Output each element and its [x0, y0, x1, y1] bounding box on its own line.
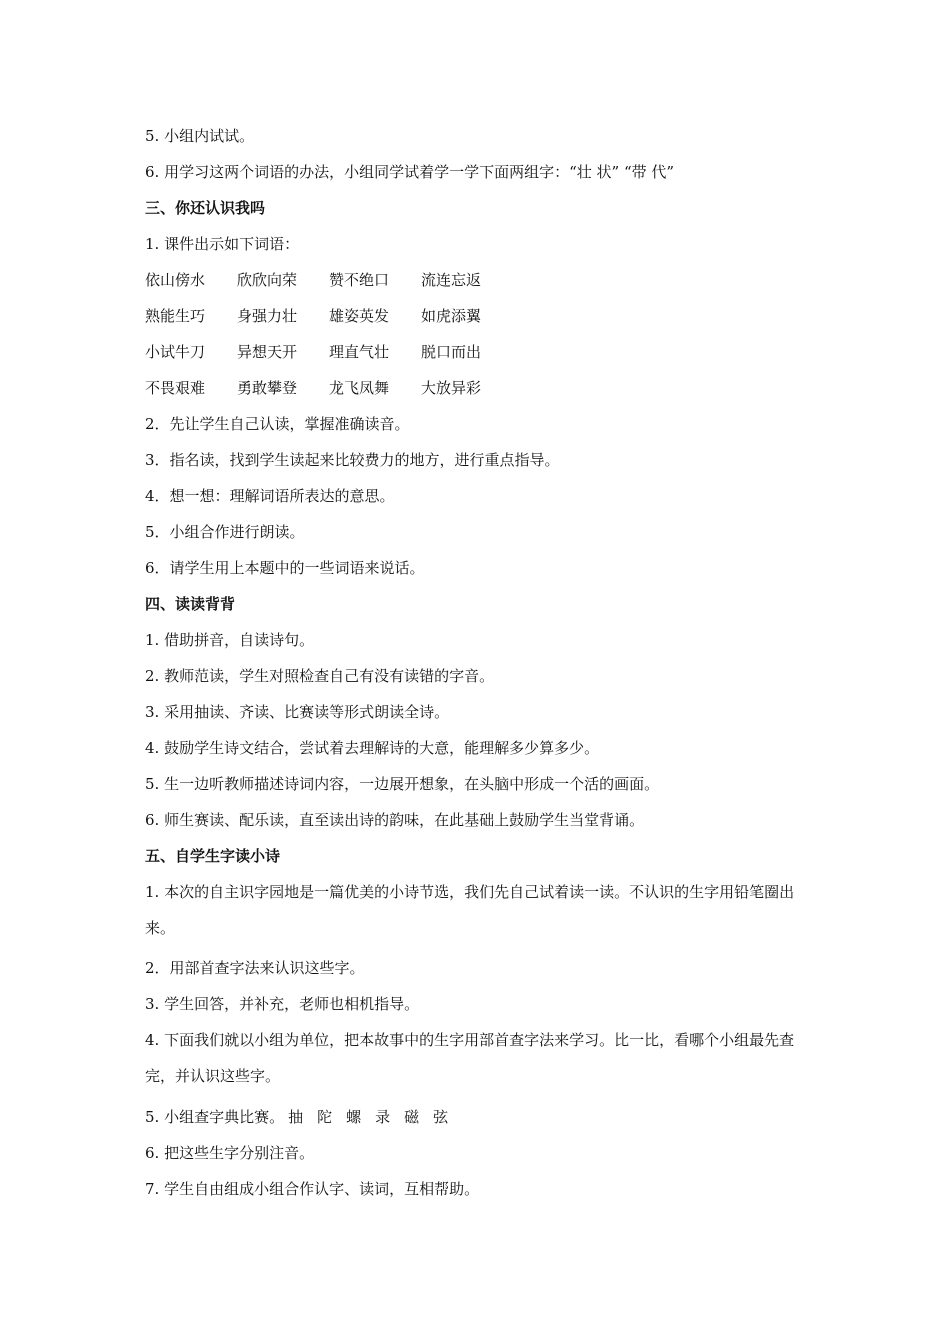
idiom: 熟能生巧: [145, 307, 206, 325]
section-5-step-3: 3. 学生回答，并补充，老师也相机指导。: [145, 995, 420, 1013]
idiom: 欣欣向荣: [237, 271, 298, 289]
idiom: 不畏艰难: [145, 379, 206, 397]
idiom-row-2: [145, 306, 513, 326]
character: 抽: [288, 1108, 304, 1126]
section-3-step-4: 4．想一想：理解词语所表达的意思。: [145, 487, 395, 505]
step-5-label: 5. 小组查字典比赛。: [145, 1108, 285, 1126]
character: 螺: [346, 1108, 362, 1126]
idiom: 流连忘返: [421, 271, 482, 289]
idiom: 小试牛刀: [145, 343, 206, 361]
character: 录: [375, 1108, 391, 1126]
section-3-step-5: 5．小组合作进行朗读。: [145, 523, 305, 541]
section-5-step-1: 1. 本次的自主识字园地是一篇优美的小诗节选，我们先自己试着读一读。不认识的生字用铅笔圈出来。: [145, 883, 795, 937]
idiom-row-3: [145, 342, 513, 362]
section-5-step-6: 6. 把这些生字分别注音。: [145, 1144, 315, 1162]
section-5-step-7: 7. 学生自由组成小组合作认字、读词，互相帮助。: [145, 1180, 480, 1198]
section-5-heading: 五、自学生字读小诗: [145, 847, 281, 865]
character: 弦: [433, 1108, 449, 1126]
item-5-group-try: 5. 小组内试试。: [145, 127, 255, 145]
character: 磁: [404, 1108, 420, 1126]
section-4-step-6: 6. 师生赛读、配乐读，直至读出诗的韵味，在此基础上鼓励学生当堂背诵。: [145, 811, 645, 829]
idiom: 大放异彩: [421, 379, 482, 397]
item-6-learn-characters: 6. 用学习这两个词语的办法，小组同学试着学一学下面两组字：“壮 状” “带 代”: [145, 163, 675, 181]
idiom: 身强力壮: [237, 307, 298, 325]
idiom-row-4: [145, 378, 513, 398]
section-4-heading: 四、读读背背: [145, 595, 236, 613]
idiom: 依山傍水: [145, 271, 206, 289]
idiom: 雄姿英发: [329, 307, 390, 325]
section-3-step-6: 6．请学生用上本题中的一些词语来说话。: [145, 559, 425, 577]
section-3-heading: 三、你还认识我吗: [145, 199, 266, 217]
idiom: 脱口而出: [421, 343, 482, 361]
character: 陀: [317, 1108, 333, 1126]
section-4-step-1: 1. 借助拼音，自读诗句。: [145, 631, 315, 649]
section-3-intro: 1. 课件出示如下词语：: [145, 235, 300, 253]
idiom: 勇敢攀登: [237, 379, 298, 397]
section-5-step-2: 2．用部首查字法来认识这些字。: [145, 959, 365, 977]
section-4-step-2: 2. 教师范读，学生对照检查自己有没有读错的字音。: [145, 667, 495, 685]
idiom: 龙飞凤舞: [329, 379, 390, 397]
section-3-step-3: 3．指名读，找到学生读起来比较费力的地方，进行重点指导。: [145, 451, 560, 469]
section-4-step-3: 3. 采用抽读、齐读、比赛读等形式朗读全诗。: [145, 703, 450, 721]
idiom-row-1: [145, 270, 513, 290]
section-5-step-5: [145, 1107, 462, 1127]
idiom: 如虎添翼: [421, 307, 482, 325]
idiom: 理直气壮: [329, 343, 390, 361]
section-4-step-5: 5. 生一边听教师描述诗词内容，一边展开想象，在头脑中形成一个活的画面。: [145, 775, 660, 793]
idiom: 异想天开: [237, 343, 298, 361]
section-3-step-2: 2．先让学生自己认读，掌握准确读音。: [145, 415, 410, 433]
section-4-step-4: 4. 鼓励学生诗文结合，尝试着去理解诗的大意，能理解多少算多少。: [145, 739, 600, 757]
idiom: 赞不绝口: [329, 271, 390, 289]
section-5-step-4: 4. 下面我们就以小组为单位，把本故事中的生字用部首查字法来学习。比一比，看哪个小组最先查完，并认识这些字。: [145, 1031, 795, 1085]
